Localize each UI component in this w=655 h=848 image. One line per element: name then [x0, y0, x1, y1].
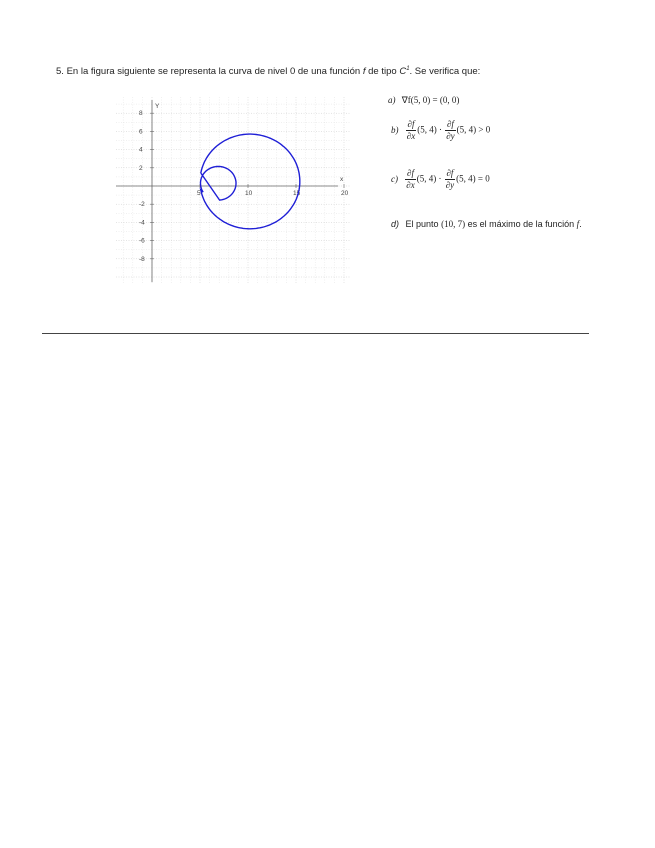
option-b-label: b) — [391, 124, 399, 135]
option-c-partial-y-num: ∂f — [446, 168, 454, 178]
option-b-point-1: (5, 4) — [417, 124, 437, 135]
option-c-point-2: (5, 4) — [456, 173, 476, 184]
y-tick-label: 4 — [139, 146, 143, 154]
option-d-point: (10, 7) — [441, 219, 466, 229]
option-b-partial-x — [406, 119, 416, 142]
option-c-partial-y-den: ∂y — [445, 180, 455, 190]
option-b-dot: · — [438, 124, 442, 135]
y-tick-label: 8 — [139, 110, 143, 118]
option-b-partial-x-num: ∂f — [407, 119, 415, 129]
option-b-point-2: (5, 4) — [456, 124, 477, 135]
option-c-partial-x-den: ∂x — [406, 180, 415, 190]
axis-ticks — [139, 110, 349, 263]
x-tick-label: 5 — [197, 190, 201, 197]
option-c-partial-x — [405, 168, 415, 191]
level-curve-figure — [116, 97, 350, 284]
question-class-letter: C — [399, 66, 407, 78]
option-b-partial-y — [445, 119, 455, 142]
y-tick-label: -6 — [139, 237, 145, 245]
option-a-label: a) — [388, 95, 396, 105]
option-b-relation: > 0 — [478, 124, 491, 135]
option-d-text-end: . — [579, 219, 582, 229]
x-tick-label: 10 — [245, 190, 253, 197]
y-axis-label: Y — [155, 103, 160, 110]
y-tick-label: -8 — [139, 255, 145, 263]
level-curve-plot — [116, 97, 350, 284]
y-tick-label: 6 — [139, 128, 143, 136]
option-a-lhs: ∇f(5, 0) — [401, 95, 431, 105]
question-class-symbol — [399, 66, 409, 77]
option-c — [391, 168, 490, 191]
option-c-partial-x-num: ∂f — [407, 168, 414, 178]
option-b — [391, 119, 490, 142]
question-number: 5. — [56, 66, 64, 78]
option-a — [388, 95, 459, 106]
option-c-point-1: (5, 4) — [416, 173, 437, 184]
y-tick-label: -2 — [139, 201, 145, 209]
question-class-superscript: 1 — [406, 66, 410, 72]
option-c-label: c) — [391, 173, 398, 184]
option-d — [391, 219, 582, 229]
option-a-eq: = — [432, 95, 438, 105]
level-curve-zero — [201, 134, 300, 229]
option-c-dot: · — [438, 173, 442, 184]
question-statement — [56, 66, 480, 77]
option-d-label: d) — [391, 219, 400, 229]
question-text-mid: de tipo — [368, 66, 397, 78]
option-b-partial-y-den: ∂y — [446, 131, 455, 141]
x-tick-label: 15 — [293, 190, 301, 197]
x-tick-label: 20 — [341, 190, 349, 197]
x-axis-label: x — [340, 176, 344, 183]
y-tick-label: 2 — [139, 164, 143, 172]
option-d-text-mid: es el máximo de la función — [467, 219, 575, 229]
option-b-partial-y-num: ∂f — [446, 119, 454, 129]
question-text-before: En la figura siguiente se representa la curva de nivel 0 de una función — [66, 66, 361, 78]
option-d-function-symbol: f — [576, 219, 580, 229]
y-tick-label: -4 — [139, 219, 145, 227]
option-c-partial-y — [445, 168, 455, 191]
section-divider — [42, 333, 589, 334]
plot-grid — [116, 97, 350, 284]
option-d-text-before: El punto — [405, 219, 439, 229]
option-a-rhs: (0, 0) — [439, 95, 460, 105]
option-c-relation: = 0 — [477, 173, 490, 184]
option-b-partial-x-den: ∂x — [406, 131, 416, 141]
question-text-after: . Se verifica que: — [409, 66, 481, 78]
question-function-symbol: f — [362, 66, 366, 78]
